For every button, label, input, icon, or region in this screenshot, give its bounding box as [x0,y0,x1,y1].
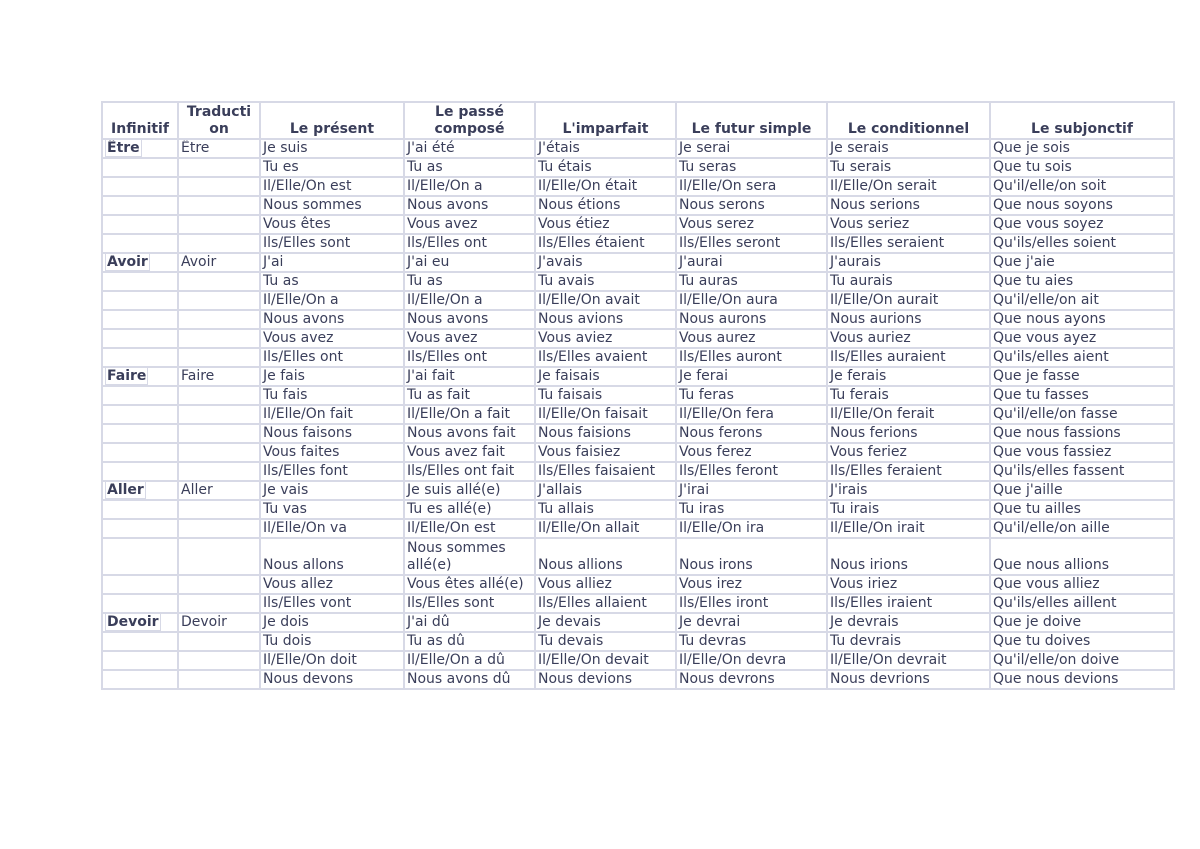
cell-subjonctif: Que nous ayons [990,310,1174,329]
table-row [102,670,1174,689]
cell-imparfait: Ils/Elles allaient [535,594,676,613]
cell-passe-compose: Nous avons [404,196,535,215]
infinitive-label: Avoir [107,254,148,270]
cell-infinitif [102,234,178,253]
cell-subjonctif: Qu'ils/elles fassent [990,462,1174,481]
cell-conditionnel: J'irais [827,481,990,500]
cell-futur-simple: Nous devrons [676,670,827,689]
cell-futur-simple: Tu devras [676,632,827,651]
cell-conditionnel: Il/Elle/On irait [827,519,990,538]
cell-traduction [178,575,260,594]
cell-present: Vous faites [260,443,404,462]
cell-infinitif [102,481,178,500]
cell-passe-compose: Tu as [404,272,535,291]
cell-present: Tu as [260,272,404,291]
cell-futur-simple: Tu seras [676,158,827,177]
cell-subjonctif: Qu'il/elle/on ait [990,291,1174,310]
cell-subjonctif: Qu'il/elle/on soit [990,177,1174,196]
cell-infinitif [102,215,178,234]
cell-infinitif [102,272,178,291]
cell-futur-simple: Je ferai [676,367,827,386]
cell-futur-simple: Il/Elle/On devra [676,651,827,670]
cell-conditionnel: Tu serais [827,158,990,177]
cell-traduction [178,632,260,651]
cell-passe-compose: Ils/Elles ont [404,234,535,253]
cell-passe-compose: Il/Elle/On a dû [404,651,535,670]
cell-conditionnel: Il/Elle/On serait [827,177,990,196]
cell-passe-compose: Vous avez [404,215,535,234]
cell-infinitif [102,613,178,632]
cell-traduction: Avoir [178,253,260,272]
cell-present: Vous allez [260,575,404,594]
cell-infinitif [102,651,178,670]
cell-imparfait: Nous avions [535,310,676,329]
cell-traduction [178,329,260,348]
cell-traduction [178,424,260,443]
cell-imparfait: Il/Elle/On avait [535,291,676,310]
cell-subjonctif: Que vous alliez [990,575,1174,594]
cell-conditionnel: Ils/Elles seraient [827,234,990,253]
cell-infinitif [102,348,178,367]
cell-imparfait: Vous alliez [535,575,676,594]
cell-present: Il/Elle/On est [260,177,404,196]
cell-passe-compose: Vous avez [404,329,535,348]
cell-present: Vous êtes [260,215,404,234]
infinitive-label: Aller [107,482,144,498]
cell-traduction: Devoir [178,613,260,632]
cell-present: Il/Elle/On a [260,291,404,310]
table-row [102,139,1174,158]
cell-imparfait: Ils/Elles avaient [535,348,676,367]
cell-present: Vous avez [260,329,404,348]
table-row [102,329,1174,348]
cell-imparfait: Ils/Elles étaient [535,234,676,253]
cell-passe-compose: J'ai fait [404,367,535,386]
cell-traduction [178,158,260,177]
cell-conditionnel: Il/Elle/On ferait [827,405,990,424]
cell-traduction [178,272,260,291]
table-row [102,651,1174,670]
cell-passe-compose: Ils/Elles ont [404,348,535,367]
header-infinitif: Infinitif [102,102,178,139]
cell-present: Ils/Elles vont [260,594,404,613]
cell-subjonctif: Que tu aies [990,272,1174,291]
cell-present: Nous faisons [260,424,404,443]
cell-infinitif [102,291,178,310]
cell-traduction [178,538,260,575]
cell-traduction [178,405,260,424]
cell-present: Tu fais [260,386,404,405]
cell-present: Tu vas [260,500,404,519]
cell-passe-compose: J'ai dû [404,613,535,632]
cell-conditionnel: Nous serions [827,196,990,215]
cell-passe-compose: Vous avez fait [404,443,535,462]
cell-traduction [178,500,260,519]
cell-traduction [178,310,260,329]
cell-infinitif [102,632,178,651]
cell-subjonctif: Qu'il/elle/on aille [990,519,1174,538]
cell-imparfait: Vous faisiez [535,443,676,462]
cell-traduction [178,386,260,405]
cell-conditionnel: Nous aurions [827,310,990,329]
cell-passe-compose: J'ai été [404,139,535,158]
cell-imparfait: Il/Elle/On allait [535,519,676,538]
cell-conditionnel: Nous irions [827,538,990,575]
cell-futur-simple: Je devrai [676,613,827,632]
header-traduction: Traducti on [178,102,260,139]
table-row [102,310,1174,329]
cell-infinitif [102,594,178,613]
cell-subjonctif: Qu'ils/elles aillent [990,594,1174,613]
cell-futur-simple: J'irai [676,481,827,500]
cell-present: Je vais [260,481,404,500]
cell-traduction [178,670,260,689]
cell-present: Nous allons [260,538,404,575]
cell-infinitif [102,310,178,329]
cell-futur-simple: Nous serons [676,196,827,215]
cell-present: Nous devons [260,670,404,689]
cell-conditionnel: Vous iriez [827,575,990,594]
cell-passe-compose: Il/Elle/On est [404,519,535,538]
cell-imparfait: Il/Elle/On devait [535,651,676,670]
cell-passe-compose: Ils/Elles ont fait [404,462,535,481]
cell-futur-simple: Ils/Elles auront [676,348,827,367]
cell-traduction [178,234,260,253]
cell-futur-simple: Tu auras [676,272,827,291]
cell-imparfait: Tu faisais [535,386,676,405]
table-row [102,613,1174,632]
cell-conditionnel: Vous auriez [827,329,990,348]
table-row [102,481,1174,500]
table-row [102,443,1174,462]
table-row [102,158,1174,177]
cell-subjonctif: Qu'il/elle/on doive [990,651,1174,670]
header-subjonctif: Le subjonctif [990,102,1174,139]
cell-infinitif [102,538,178,575]
cell-imparfait: Nous étions [535,196,676,215]
cell-conditionnel: Je serais [827,139,990,158]
table-row [102,462,1174,481]
cell-traduction [178,177,260,196]
cell-imparfait: Tu étais [535,158,676,177]
header-passe-compose: Le passé composé [404,102,535,139]
cell-infinitif [102,329,178,348]
cell-futur-simple: Vous serez [676,215,827,234]
cell-futur-simple: Il/Elle/On ira [676,519,827,538]
cell-imparfait: J'étais [535,139,676,158]
cell-traduction [178,519,260,538]
cell-imparfait: Vous aviez [535,329,676,348]
header-conditionnel: Le conditionnel [827,102,990,139]
cell-subjonctif: Que je doive [990,613,1174,632]
cell-imparfait: Ils/Elles faisaient [535,462,676,481]
cell-imparfait: Je faisais [535,367,676,386]
cell-imparfait: Vous étiez [535,215,676,234]
cell-present: Ils/Elles font [260,462,404,481]
cell-futur-simple: Vous ferez [676,443,827,462]
cell-infinitif [102,177,178,196]
cell-subjonctif: Que nous allions [990,538,1174,575]
table-row [102,594,1174,613]
cell-conditionnel: J'aurais [827,253,990,272]
table-row [102,538,1174,575]
cell-subjonctif: Que tu fasses [990,386,1174,405]
cell-conditionnel: Tu devrais [827,632,990,651]
cell-conditionnel: Tu irais [827,500,990,519]
cell-traduction [178,443,260,462]
cell-futur-simple: Il/Elle/On sera [676,177,827,196]
cell-subjonctif: Que tu ailles [990,500,1174,519]
cell-imparfait: Tu allais [535,500,676,519]
header-imparfait: L'imparfait [535,102,676,139]
cell-traduction [178,594,260,613]
cell-conditionnel: Il/Elle/On devrait [827,651,990,670]
cell-imparfait: Il/Elle/On faisait [535,405,676,424]
table-row [102,234,1174,253]
table-row [102,424,1174,443]
cell-passe-compose: J'ai eu [404,253,535,272]
cell-futur-simple: Vous irez [676,575,827,594]
cell-infinitif [102,500,178,519]
cell-passe-compose: Nous avons fait [404,424,535,443]
cell-subjonctif: Qu'il/elle/on fasse [990,405,1174,424]
cell-passe-compose: Ils/Elles sont [404,594,535,613]
cell-futur-simple: Nous irons [676,538,827,575]
cell-futur-simple: Il/Elle/On fera [676,405,827,424]
cell-infinitif [102,443,178,462]
cell-infinitif [102,405,178,424]
table-row [102,196,1174,215]
table-row [102,367,1174,386]
cell-conditionnel: Vous feriez [827,443,990,462]
cell-subjonctif: Que je fasse [990,367,1174,386]
cell-futur-simple: Ils/Elles feront [676,462,827,481]
cell-futur-simple: Ils/Elles iront [676,594,827,613]
cell-present: Je dois [260,613,404,632]
cell-traduction [178,348,260,367]
cell-present: Ils/Elles ont [260,348,404,367]
cell-passe-compose: Tu as [404,158,535,177]
table-row [102,519,1174,538]
cell-conditionnel: Nous ferions [827,424,990,443]
cell-imparfait: Nous devions [535,670,676,689]
cell-present: Nous avons [260,310,404,329]
cell-futur-simple: Nous ferons [676,424,827,443]
cell-subjonctif: Que j'aie [990,253,1174,272]
cell-conditionnel: Ils/Elles feraient [827,462,990,481]
table-row [102,272,1174,291]
table-row [102,500,1174,519]
infinitive-label: Devoir [107,614,159,630]
cell-present: Je suis [260,139,404,158]
cell-imparfait: Il/Elle/On était [535,177,676,196]
conjugation-table [101,101,1175,690]
cell-futur-simple: Il/Elle/On aura [676,291,827,310]
cell-futur-simple: Vous aurez [676,329,827,348]
cell-present: Ils/Elles sont [260,234,404,253]
cell-passe-compose: Nous avons dû [404,670,535,689]
cell-futur-simple: Je serai [676,139,827,158]
cell-traduction: Faire [178,367,260,386]
cell-imparfait: Nous faisions [535,424,676,443]
cell-present: Je fais [260,367,404,386]
cell-imparfait: J'allais [535,481,676,500]
cell-passe-compose: Nous avons [404,310,535,329]
table-row [102,632,1174,651]
cell-infinitif [102,196,178,215]
table-row [102,348,1174,367]
cell-passe-compose: Il/Elle/On a [404,177,535,196]
cell-present: Tu es [260,158,404,177]
cell-subjonctif: Qu'ils/elles soient [990,234,1174,253]
cell-infinitif [102,367,178,386]
cell-imparfait: J'avais [535,253,676,272]
cell-conditionnel: Nous devrions [827,670,990,689]
cell-passe-compose: Tu es allé(e) [404,500,535,519]
cell-passe-compose: Vous êtes allé(e) [404,575,535,594]
infinitive-label: Être [107,140,140,156]
cell-subjonctif: Qu'ils/elles aient [990,348,1174,367]
cell-traduction [178,196,260,215]
cell-present: Nous sommes [260,196,404,215]
table-row [102,575,1174,594]
cell-passe-compose: Tu as fait [404,386,535,405]
cell-passe-compose: Il/Elle/On a [404,291,535,310]
header-futur-simple: Le futur simple [676,102,827,139]
cell-conditionnel: Je ferais [827,367,990,386]
cell-infinitif [102,253,178,272]
cell-infinitif [102,386,178,405]
cell-infinitif [102,462,178,481]
cell-passe-compose: Il/Elle/On a fait [404,405,535,424]
cell-infinitif [102,519,178,538]
cell-subjonctif: Que nous soyons [990,196,1174,215]
infinitive-label: Faire [107,368,147,384]
cell-conditionnel: Ils/Elles auraient [827,348,990,367]
cell-conditionnel: Il/Elle/On aurait [827,291,990,310]
cell-futur-simple: J'aurai [676,253,827,272]
cell-futur-simple: Nous aurons [676,310,827,329]
cell-infinitif [102,424,178,443]
table-row [102,405,1174,424]
cell-infinitif [102,139,178,158]
cell-futur-simple: Tu iras [676,500,827,519]
cell-subjonctif: Que nous devions [990,670,1174,689]
cell-conditionnel: Vous seriez [827,215,990,234]
cell-conditionnel: Tu aurais [827,272,990,291]
cell-subjonctif: Que je sois [990,139,1174,158]
cell-traduction [178,291,260,310]
table-body [102,139,1174,689]
cell-subjonctif: Que tu sois [990,158,1174,177]
cell-present: J'ai [260,253,404,272]
table-row [102,177,1174,196]
cell-traduction [178,462,260,481]
cell-conditionnel: Je devrais [827,613,990,632]
cell-present: Tu dois [260,632,404,651]
cell-passe-compose: Je suis allé(e) [404,481,535,500]
cell-infinitif [102,575,178,594]
cell-infinitif [102,670,178,689]
cell-subjonctif: Que tu doives [990,632,1174,651]
cell-present: Il/Elle/On fait [260,405,404,424]
cell-subjonctif: Que vous ayez [990,329,1174,348]
cell-infinitif [102,158,178,177]
cell-subjonctif: Que vous fassiez [990,443,1174,462]
cell-subjonctif: Que nous fassions [990,424,1174,443]
header-row [102,102,1174,139]
cell-futur-simple: Tu feras [676,386,827,405]
cell-subjonctif: Que j'aille [990,481,1174,500]
cell-imparfait: Je devais [535,613,676,632]
table-row [102,386,1174,405]
cell-imparfait: Tu avais [535,272,676,291]
cell-traduction [178,215,260,234]
header-present: Le présent [260,102,404,139]
cell-imparfait: Tu devais [535,632,676,651]
table-row [102,253,1174,272]
cell-conditionnel: Ils/Elles iraient [827,594,990,613]
cell-traduction: Aller [178,481,260,500]
cell-conditionnel: Tu ferais [827,386,990,405]
cell-imparfait: Nous allions [535,538,676,575]
table-row [102,291,1174,310]
cell-present: Il/Elle/On va [260,519,404,538]
cell-passe-compose: Nous sommes allé(e) [404,538,535,575]
table-row [102,215,1174,234]
cell-traduction: Être [178,139,260,158]
cell-subjonctif: Que vous soyez [990,215,1174,234]
cell-traduction [178,651,260,670]
cell-present: Il/Elle/On doit [260,651,404,670]
cell-futur-simple: Ils/Elles seront [676,234,827,253]
cell-passe-compose: Tu as dû [404,632,535,651]
